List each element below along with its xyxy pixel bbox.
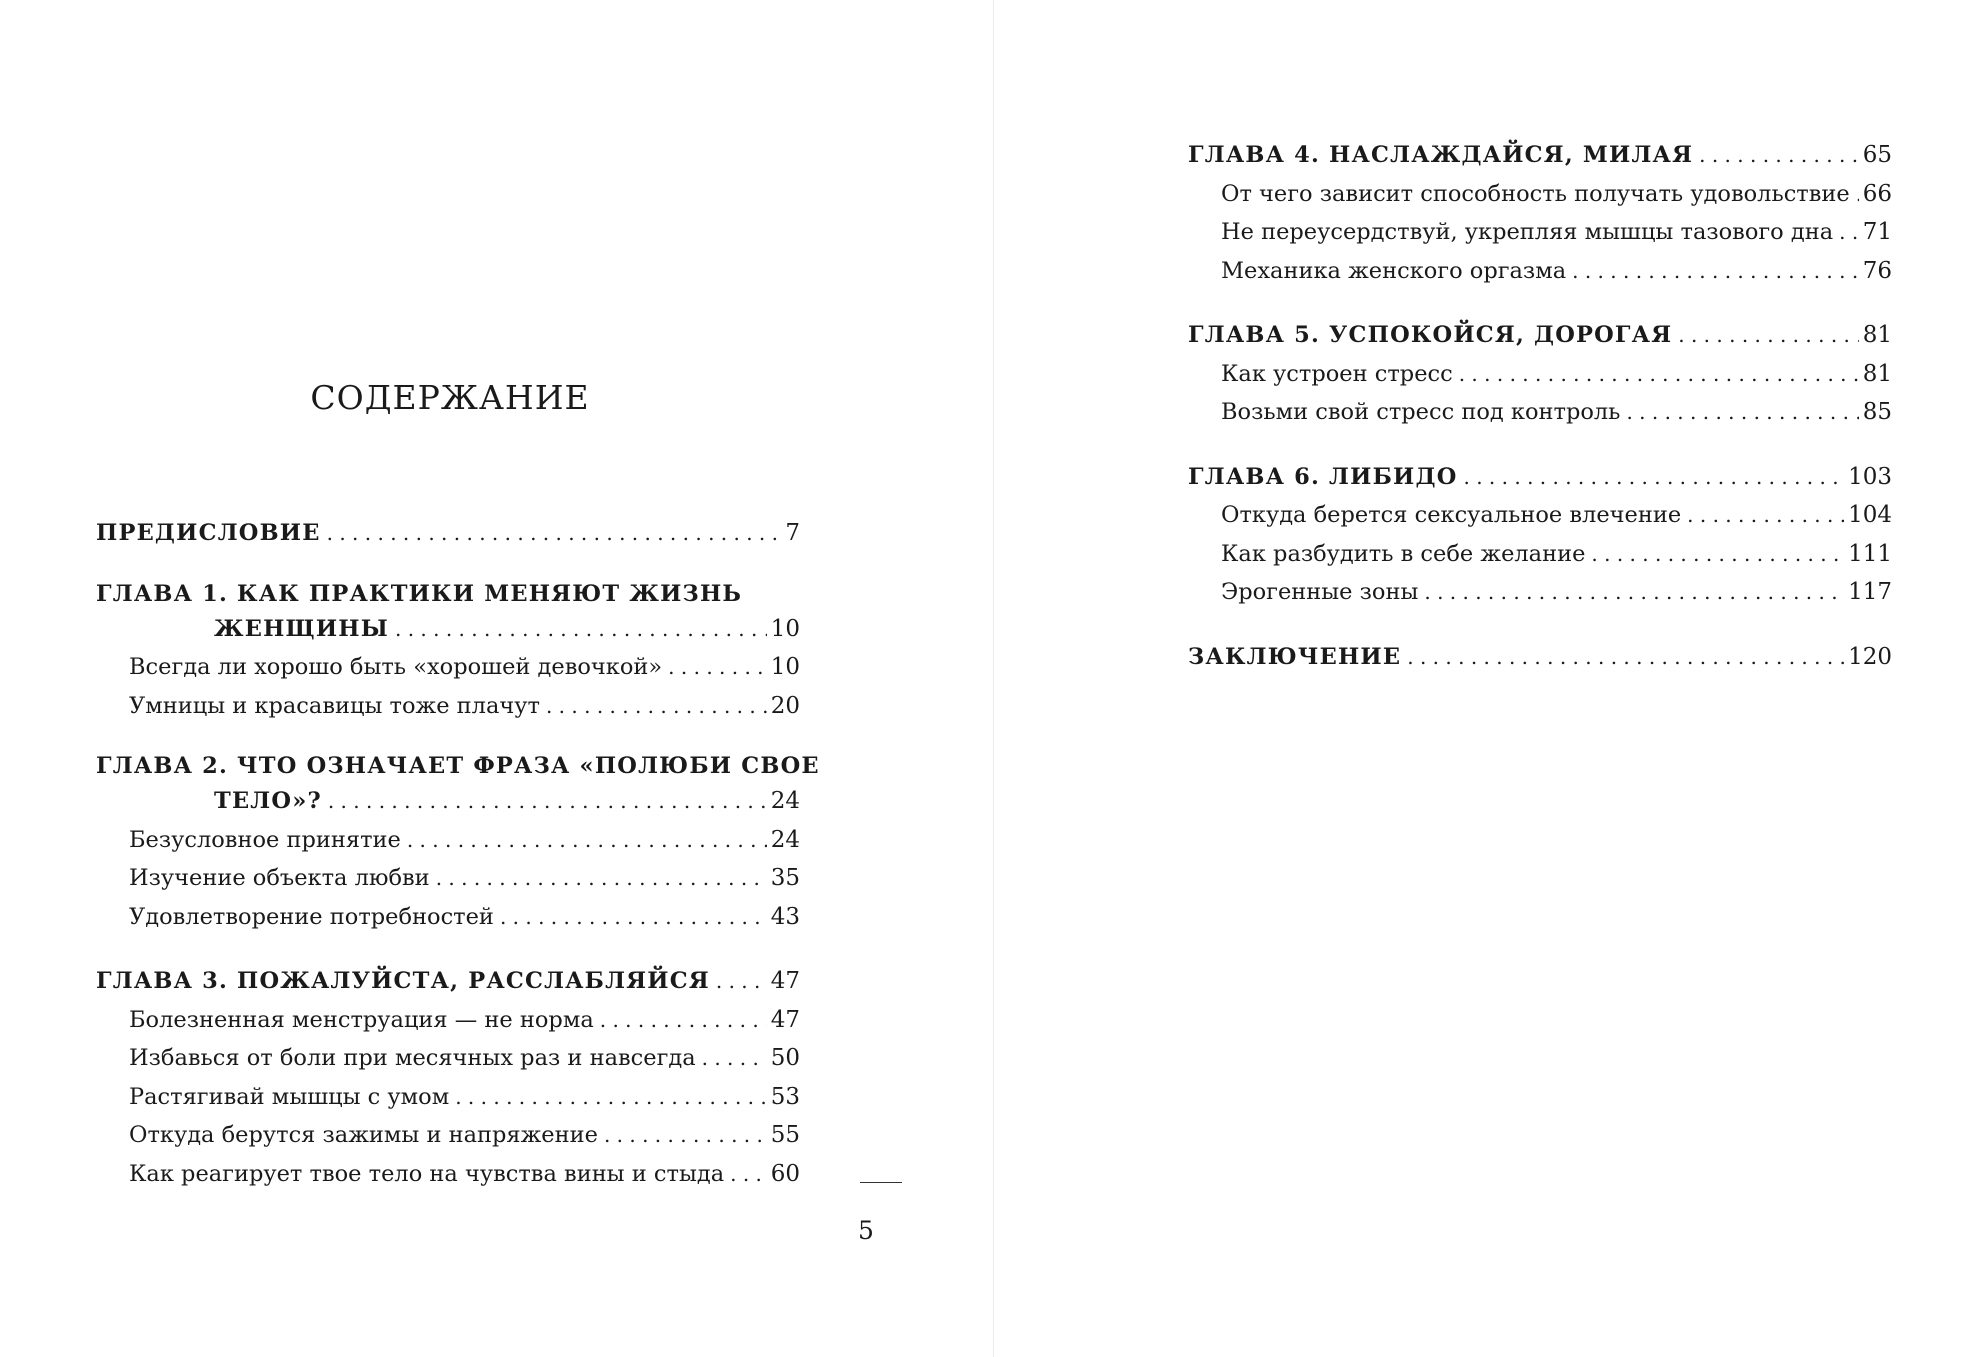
toc-entry-label: ЖЕНЩИНЫ — [214, 615, 389, 642]
toc-section[interactable] — [1188, 573, 1892, 612]
toc-entry-page: 76 — [1862, 257, 1892, 284]
toc-entry-page: 81 — [1862, 322, 1892, 348]
dot-leader — [1572, 252, 1859, 291]
toc-entry-preface[interactable] — [96, 514, 800, 553]
toc-entry-page: 47 — [770, 1006, 800, 1033]
toc-entry-label: От чего зависит способность получать удовольствие — [1221, 180, 1850, 207]
toc-entry-page: 104 — [1848, 502, 1892, 528]
toc-entry-label: Как реагирует твое тело на чувства вины и стыда — [129, 1160, 725, 1187]
toc-chapter-2-title-line1[interactable]: ГЛАВА 2. ЧТО ОЗНАЧАЕТ ФРАЗА «ПОЛЮБИ СВОЕ — [96, 753, 820, 779]
dot-leader — [327, 514, 782, 553]
toc-entry-chapter-5[interactable] — [1188, 316, 1892, 355]
toc-entry-label: Удовлетворение потребностей — [129, 903, 494, 930]
dot-leader — [1678, 316, 1858, 355]
toc-entry-label: ГЛАВА 4. НАСЛАЖДАЙСЯ, МИЛАЯ — [1188, 142, 1694, 168]
toc-entry-page: 117 — [1848, 579, 1892, 605]
toc-entry-chapter-2[interactable] — [96, 782, 800, 821]
table-of-contents-right — [1188, 136, 1892, 676]
toc-entry-page: 10 — [770, 654, 800, 680]
toc-section[interactable] — [96, 1001, 800, 1040]
toc-section[interactable] — [1188, 213, 1892, 252]
dot-leader — [1407, 638, 1844, 677]
dot-leader — [328, 782, 767, 821]
toc-entry-page: 81 — [1862, 360, 1892, 387]
toc-entry-label: Изучение объекта любви — [129, 865, 430, 891]
dot-leader — [395, 610, 767, 649]
toc-entry-page: 85 — [1862, 399, 1892, 425]
dot-leader — [407, 821, 767, 860]
dot-leader — [730, 1155, 767, 1194]
toc-entry-page: 7 — [785, 520, 800, 546]
dot-leader — [455, 1078, 767, 1117]
toc-chapter-1-title-line1[interactable]: ГЛАВА 1. КАК ПРАКТИКИ МЕНЯЮТ ЖИЗНЬ — [96, 580, 743, 607]
toc-entry-label: ПРЕДИСЛОВИЕ — [96, 520, 321, 546]
toc-entry-label: ЗАКЛЮЧЕНИЕ — [1188, 643, 1402, 670]
dot-leader — [1856, 175, 1859, 214]
toc-section[interactable] — [96, 1078, 800, 1117]
toc-entry-label: Эрогенные зоны — [1221, 579, 1419, 605]
toc-section[interactable] — [96, 1155, 800, 1194]
toc-entry-label: Как устроен стресс — [1221, 360, 1453, 387]
toc-section[interactable] — [1188, 496, 1892, 535]
toc-section[interactable] — [1188, 535, 1892, 574]
toc-entry-label: Не переусердствуй, укрепляя мышцы тазового дна — [1221, 219, 1834, 245]
dot-leader — [1424, 573, 1844, 612]
toc-section[interactable] — [1188, 393, 1892, 432]
dot-leader — [716, 962, 767, 1001]
dot-leader — [436, 859, 767, 898]
toc-entry-label: ТЕЛО»? — [214, 788, 322, 814]
toc-entry-page: 35 — [770, 865, 800, 891]
toc-entry-chapter-1[interactable] — [96, 610, 800, 649]
toc-entry-label: ГЛАВА 6. ЛИБИДО — [1188, 463, 1458, 490]
toc-entry-page: 103 — [1848, 463, 1892, 490]
toc-entry-label: Умницы и красавицы тоже плачут — [129, 692, 540, 719]
page-number: 5 — [858, 1216, 874, 1245]
toc-section[interactable] — [96, 648, 800, 687]
toc-entry-page: 55 — [770, 1122, 800, 1148]
dot-leader — [600, 1001, 767, 1040]
toc-entry-page: 60 — [770, 1160, 800, 1187]
toc-entry-label: ГЛАВА 3. ПОЖАЛУЙСТА, РАССЛАБЛЯЙСЯ — [96, 968, 710, 994]
toc-entry-label: Как разбудить в себе желание — [1221, 540, 1586, 567]
toc-section[interactable] — [1188, 252, 1892, 291]
toc-entry-page: 66 — [1862, 180, 1892, 207]
toc-section[interactable] — [1188, 175, 1892, 214]
toc-entry-page: 24 — [770, 788, 800, 814]
toc-entry-label: Избавься от боли при месячных раз и навсегда — [129, 1045, 696, 1071]
toc-entry-label: ГЛАВА 5. УСПОКОЙСЯ, ДОРОГАЯ — [1188, 322, 1673, 348]
toc-section[interactable] — [96, 687, 800, 726]
toc-entry-chapter-3[interactable] — [96, 962, 800, 1001]
toc-entry-page: 24 — [770, 826, 800, 853]
toc-entry-chapter-4[interactable] — [1188, 136, 1892, 175]
dot-leader — [1464, 458, 1845, 497]
table-of-contents-left — [96, 514, 820, 1193]
toc-entry-page: 20 — [770, 692, 800, 719]
toc-entry-label: Откуда берется сексуальное влечение — [1221, 502, 1682, 528]
dot-leader — [668, 648, 767, 687]
toc-entry-page: 65 — [1862, 142, 1892, 168]
page-number-rule — [860, 1182, 902, 1183]
toc-entry-page: 53 — [770, 1083, 800, 1110]
toc-entry-page: 111 — [1848, 540, 1892, 567]
toc-entry-label: Безусловное принятие — [129, 826, 401, 853]
dot-leader — [546, 687, 767, 726]
dot-leader — [702, 1039, 767, 1078]
dot-leader — [1626, 393, 1858, 432]
toc-entry-page: 50 — [770, 1045, 800, 1071]
toc-entry-label: Механика женского оргазма — [1221, 257, 1567, 284]
toc-section[interactable] — [1188, 355, 1892, 394]
toc-entry-page: 71 — [1862, 219, 1892, 245]
toc-entry-page: 120 — [1848, 643, 1892, 670]
toc-section[interactable] — [96, 1039, 800, 1078]
dot-leader — [1839, 213, 1859, 252]
toc-section[interactable] — [96, 898, 800, 937]
toc-entry-label: Возьми свой стресс под контроль — [1221, 399, 1621, 425]
toc-section[interactable] — [96, 859, 800, 898]
toc-entry-label: Откуда берутся зажимы и напряжение — [129, 1122, 598, 1148]
dot-leader — [1591, 535, 1844, 574]
toc-entry-page: 10 — [770, 615, 800, 642]
toc-section[interactable] — [96, 821, 800, 860]
page-title: СОДЕРЖАНИЕ — [310, 378, 590, 417]
toc-section[interactable] — [96, 1116, 800, 1155]
toc-entry-label: Растягивай мышцы с умом — [129, 1083, 450, 1110]
dot-leader — [500, 898, 767, 937]
dot-leader — [1459, 355, 1859, 394]
toc-entry-conclusion[interactable] — [1188, 638, 1892, 677]
dot-leader — [604, 1116, 767, 1155]
toc-entry-chapter-6[interactable] — [1188, 458, 1892, 497]
toc-entry-label: Болезненная менструация — не норма — [129, 1006, 594, 1033]
toc-entry-label: Всегда ли хорошо быть «хорошей девочкой» — [129, 654, 663, 680]
toc-entry-page: 47 — [770, 968, 800, 994]
toc-entry-page: 43 — [770, 903, 800, 930]
dot-leader — [1687, 496, 1844, 535]
dot-leader — [1699, 136, 1859, 175]
